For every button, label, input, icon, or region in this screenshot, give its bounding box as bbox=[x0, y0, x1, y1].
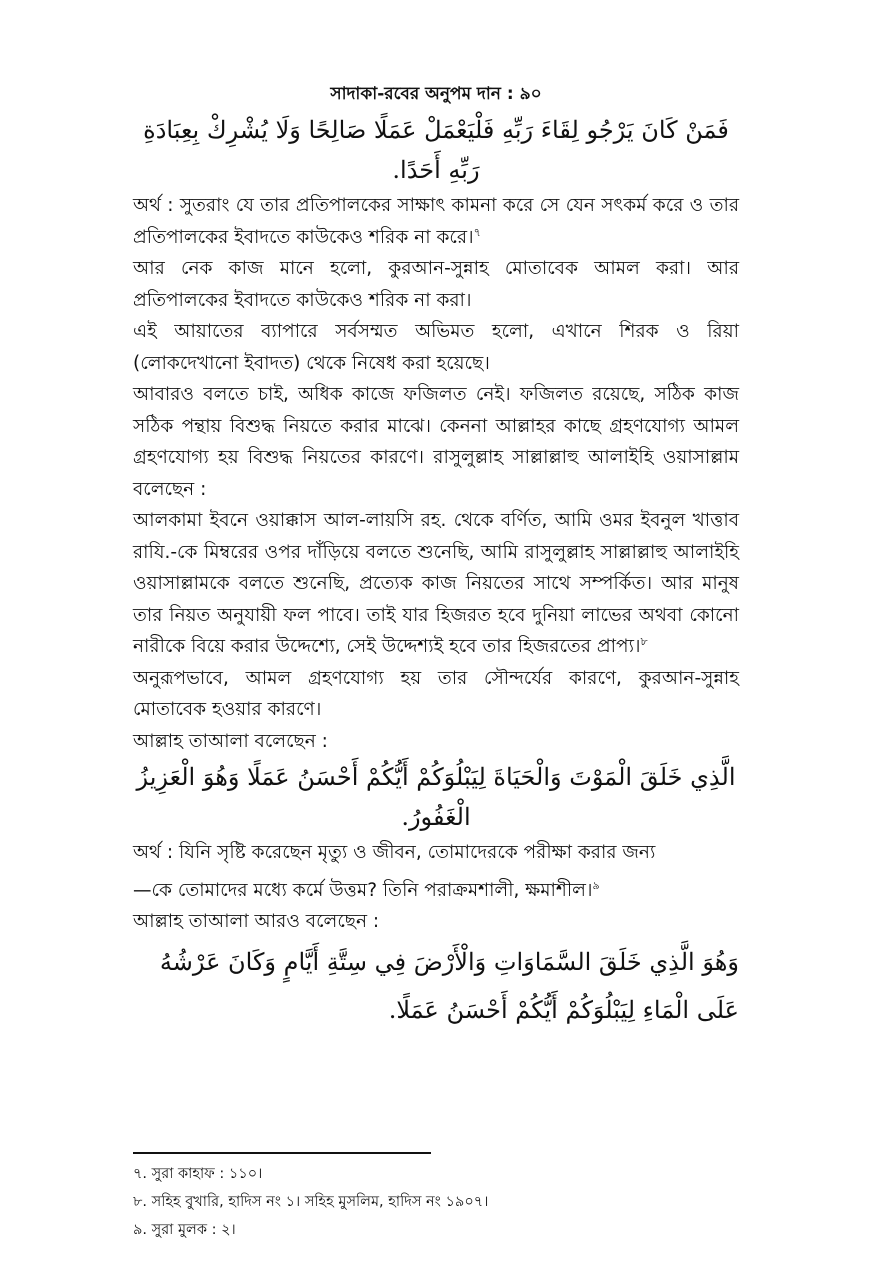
running-title: সাদাকা-রবের অনুপম দান : ৯০ bbox=[330, 84, 542, 104]
page-content bbox=[133, 82, 739, 1034]
footnote-divider bbox=[133, 1152, 431, 1154]
verse-meaning-paragraph bbox=[133, 190, 739, 253]
footnote-ref-8: ৮ bbox=[640, 634, 648, 648]
verse-meaning-mulk-continued-paragraph bbox=[133, 875, 739, 907]
verse-meaning-mulk-continued: —কে তোমাদের মধ্যে কর্মে উত্তম? তিনি পরাক্রমশালী, ক্ষমাশীল। bbox=[133, 879, 593, 901]
footnote-ref-9: ৯ bbox=[592, 878, 600, 892]
verse-meaning-mulk: অর্থ : যিনি সৃষ্টি করেছেন মৃত্যু ও জীবন, তোমাদেরকে পরীক্ষা করার জন্য bbox=[133, 842, 656, 863]
footnote-9: ৯. সুরা মুলক : ২। bbox=[133, 1222, 236, 1238]
footnotes bbox=[133, 1160, 739, 1244]
paragraph-allah-said: আল্লাহ তাআলা বলেছেন : bbox=[133, 730, 328, 752]
paragraph-consensus: এই আয়াতের ব্যাপারে সর্বসম্মত অভিমত হলো, এখানে শিরক ও রিয়া (লোকদেখানো ইবাদত) থেকে নিষেধ করা হয়েছে। bbox=[133, 321, 739, 374]
quran-verse-mulk: الَّذِي خَلَقَ الْمَوْتَ وَالْحَيَاةَ لِيَبْلُوَكُمْ أَيُّكُمْ أَحْسَنُ عَمَلًا وَهُوَ الْعَزِيزُ الْغَفُورُ. bbox=[136, 763, 736, 831]
paragraph-good-deed: আর নেক কাজ মানে হলো, কুরআন-সুন্নাহ মোতাবেক আমল করা। আর প্রতিপালকের ইবাদতে কাউকেও শরিক না করা। bbox=[133, 258, 739, 311]
paragraph-virtue: আবারও বলতে চাই, অধিক কাজে ফজিলত নেই। ফজিলত রয়েছে, সঠিক কাজ সঠিক পন্থায় বিশুদ্ধ নিয়তে করার মাঝে। কেননা আল্লাহর কাছে গ্রহণযোগ্য আমল গ্রহণযোগ্য হয় বিশুদ্ধ নিয়তের কারণে। রাসুলুল্লাহ সাল্লাল্লাহু আলাইহি ওয়াসাল্লাম বলেছেন : bbox=[133, 384, 739, 500]
verse-meaning-text: অর্থ : সুতরাং যে তার প্রতিপালকের সাক্ষাৎ কামনা করে সে যেন সৎকর্ম করে ও তার প্রতিপালকের ইবাদতে কাউকেও শরিক না করে। bbox=[133, 195, 739, 248]
hadith-text: আলকামা ইবনে ওয়াক্কাস আল-লায়সি রহ. থেকে বর্ণিত, আমি ওমর ইবনুল খাত্তাব রাযি.-কে মিম্বরের ওপর দাঁড়িয়ে বলতে শুনেছি, আমি রাসুলুল্লাহ সাল্লাল্লাহু আলাইহি ওয়াসাল্লামকে বলতে শুনেছি, প্রত্যেক কাজ নিয়তের সাথে সম্পর্কিত। আর মানুষ তার নিয়ত অনুযায়ী ফল পাবে। তাই যার হিজরত হবে দুনিয়া লাভের অথবা কোনো নারীকে বিয়ে করার উদ্দেশ্যে, সেই উদ্দেশ্যই হবে তার হিজরতের প্রাপ্য। bbox=[133, 510, 739, 657]
paragraph-acceptance: অনুরূপভাবে, আমল গ্রহণযোগ্য হয় তার সৌন্দর্যের কারণে, কুরআন-সুন্নাহ মোতাবেক হওয়ার কারণে। bbox=[133, 667, 739, 720]
paragraph-allah-also-said: আল্লাহ তাআলা আরও বলেছেন : bbox=[133, 911, 380, 932]
footnote-8: ৮. সহিহ বুখারি, হাদিস নং ১। সহিহ মুসলিম, হাদিস নং ১৯০৭। bbox=[133, 1194, 489, 1210]
footnote-7: ৭. সুরা কাহাফ : ১১০। bbox=[133, 1166, 263, 1182]
quran-verse-hud: وَهُوَ الَّذِي خَلَقَ السَّمَاوَاتِ وَالْأَرْضَ فِي سِتَّةِ أَيَّامٍ وَكَانَ عَرْشُهُ عَلَى الْمَاءِ لِيَبْلُوَكُمْ أَيُّكُمْ أَحْسَنُ عَمَلًا. bbox=[159, 947, 739, 1024]
hadith-paragraph bbox=[133, 505, 739, 663]
quran-verse-kahf: فَمَنْ كَانَ يَرْجُو لِقَاءَ رَبِّهِ فَلْيَعْمَلْ عَمَلًا صَالِحًا وَلَا يُشْرِكْ بِعِبَادَةِ رَبِّهِ أَحَدًا. bbox=[143, 116, 729, 184]
footnote-ref-7: ৭ bbox=[473, 225, 481, 239]
